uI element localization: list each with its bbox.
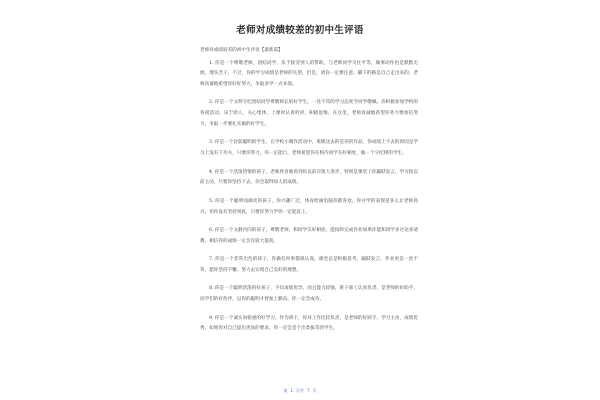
document-body bbox=[200, 46, 418, 343]
comment-paragraph-5: 5. 你是一个聪明而顽皮的孩子，你兴趣广泛，体育绘画电脑你都喜欢，你并学的表现是多么让老师高兴，但你没有坚持到底，只要你努力学你一定能赶上。 bbox=[200, 198, 418, 215]
document-intro: 老师对成绩较差的初中生评语【最新篇】 bbox=[200, 48, 283, 53]
footer-page-prefix: 第 bbox=[283, 388, 288, 393]
comment-paragraph-8: 8. 你是一个聪明活泼的好孩子，不仅成绩优异，而且能力较强，班干部工认真负责，是老师的好助手，同学们的好伙伴，以你的聪明才智加上勤奋，你一定会成功。 bbox=[200, 286, 418, 303]
comment-paragraph-2: 2. 你是一个文明守纪团结同学尊敬师长的好学生。一丝不苟的学习态度令同学敬佩。你积极参加学校的各项活动，乐于助人，关心集体，上课时认真听讲，积极思维，在这里，老师真诚地希望你务力要加倍努力，争取一步要扎实做的好学生。 bbox=[200, 100, 418, 128]
footer-page-suffix: 页 bbox=[312, 388, 317, 393]
comment-paragraph-3: 3. 你是一个比较聪明的学生，在学校小制作活动中，班级送去的是你的作品，你成绩上不去的原因是学习上没有下功夫，只要你努力，你一定能行，老师希望你在校内同学友好相处，做一个守纪律的学生。 bbox=[200, 140, 418, 157]
comment-paragraph-6: 6. 你是一个文静内向的孩子，尊敬老师，和同学友好相处。能按时完成作业如果你能和同学多讨论多请教，相信你的成绩一定会有较大提高。 bbox=[200, 228, 418, 244]
document-title: 老师对成绩较差的初中生评语 bbox=[236, 25, 364, 36]
comment-paragraph-9: 9. 你是一个诚实而稳重的好学习。作为班干，你对工作比较负责，是老师的好助手，学习主动，成绩优秀，如果你对自己提出更高的要求，你一定会是个出类拔萃的学生。 bbox=[200, 315, 418, 332]
footer-page-total: 7 bbox=[307, 388, 310, 393]
comment-paragraph-4: 4. 你是一个活泼热情的孩子，老师欣喜地看到你以前有很大进步，特别是课堂上你踊跃发言，学习较以前主动，只要你坚持下去，你会取得惊人的成绩。 bbox=[200, 169, 418, 186]
footer-page-mid: 页共 bbox=[296, 388, 304, 393]
footer-page-number: 1 bbox=[290, 388, 293, 393]
page-footer bbox=[0, 388, 600, 394]
comment-paragraph-7: 7. 你是一个非常出色的孩子，你做任何事都很认真，课堂总是积极思考，踊跃发言，作业更是一丝不苟，愿你坚持不懈，努力去实现自己美好的理想。 bbox=[200, 257, 418, 274]
comment-paragraph-1: 1. 你是一个尊敬老师，团结同学，乐于接受别人的帮助，与老师同学交往平等，做事动作也是默默无闻，埋头苦干，不过，你的学习成绩是老师的失望，但是，请你一定要注意，脚下的路是自己走出来的，老师真诚地希望你好好努力，争取多学一点本领。 bbox=[200, 60, 418, 88]
